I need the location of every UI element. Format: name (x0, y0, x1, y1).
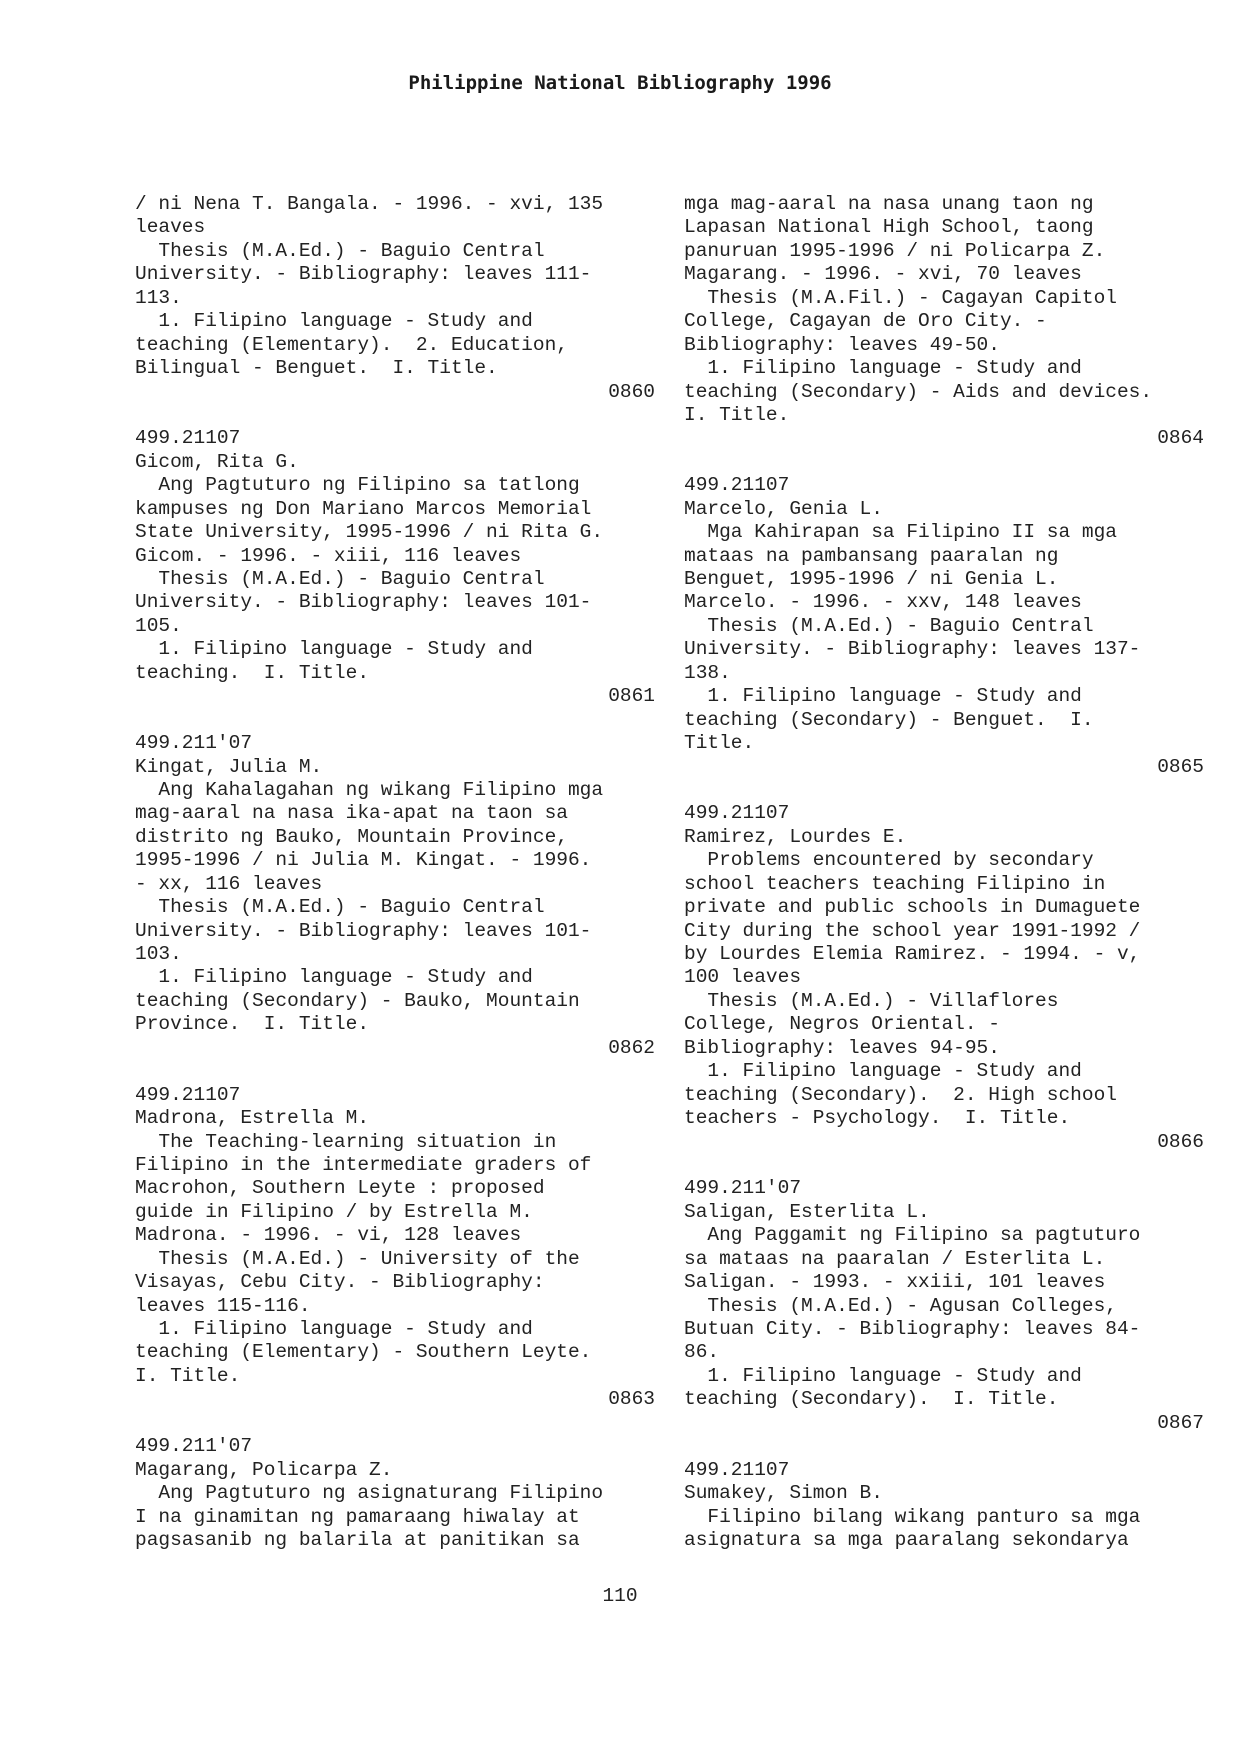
text-line: University. - Bibliography: leaves 137- (684, 638, 1141, 661)
text-line: 1995-1996 / ni Julia M. Kingat. - 1996. (135, 849, 592, 872)
text-line: Madrona, Estrella M. (135, 1107, 370, 1130)
text-line: 105. (135, 614, 182, 637)
text-line: 1. Filipino language - Study and (684, 685, 1082, 708)
text-line: College, Negros Oriental. - (684, 1013, 1000, 1036)
text-line: teaching (Elementary). 2. Education, (135, 333, 568, 356)
text-line: Magarang, Policarpa Z. (135, 1458, 393, 1481)
text-line: mag-aaral na nasa ika-apat na taon sa (135, 802, 568, 825)
text-line: Madrona. - 1996. - vi, 128 leaves (135, 1224, 522, 1247)
text-line: 499.211'07 (135, 732, 253, 755)
text-line: guide in Filipino / by Estrella M. (135, 1200, 533, 1223)
text-line: University. - Bibliography: leaves 101- (135, 591, 592, 614)
text-line: Filipino in the intermediate graders of (135, 1153, 592, 1176)
right-column (684, 193, 1204, 1552)
text-line: private and public schools in Dumaguete (684, 896, 1141, 919)
text-line: teachers - Psychology. I. Title. (684, 1107, 1071, 1130)
text-line: Bibliography: leaves 49-50. (684, 333, 1000, 356)
text-line: mataas na pambansang paaralan ng (684, 544, 1059, 567)
text-line: leaves 115-116. (135, 1294, 311, 1317)
text-line: kampuses ng Don Mariano Marcos Memorial (135, 497, 592, 520)
text-line: Lapasan National High School, taong (684, 216, 1094, 239)
text-line: 100 leaves (684, 966, 802, 989)
text-line: school teachers teaching Filipino in (684, 872, 1106, 895)
text-line: teaching (Secondary). 2. High school (684, 1083, 1117, 1106)
text-line: 499.21107 (135, 1083, 241, 1106)
text-line: by Lourdes Elemia Ramirez. - 1994. - v, (684, 943, 1141, 965)
text-line: Macrohon, Southern Leyte : proposed (135, 1177, 545, 1200)
text-line: Gicom, Rita G. (135, 450, 299, 473)
text-line: Visayas, Cebu City. - Bibliography: (135, 1271, 545, 1294)
text-line: 138. (684, 661, 731, 684)
text-line: Thesis (M.A.Ed.) - Baguio Central (684, 614, 1094, 637)
entry-number: 0863 (608, 1388, 655, 1411)
text-line: teaching (Secondary) - Aids and devices. (684, 380, 1153, 403)
text-line: 499.211'07 (684, 1177, 802, 1200)
text-line: Butuan City. - Bibliography: leaves 84- (684, 1318, 1141, 1340)
text-line: pagsasanib ng balarila at panitikan sa (135, 1528, 580, 1551)
text-line (684, 779, 1204, 802)
text-line: sa mataas na paaralan / Esterlita L. (684, 1247, 1106, 1270)
entry-number: 0862 (608, 1036, 655, 1059)
text-line: Marcelo. - 1996. - xxv, 148 leaves (684, 591, 1082, 614)
text-line: Bilingual - Benguet. I. Title. (135, 357, 498, 380)
text-line: 1. Filipino language - Study and (684, 357, 1082, 380)
page-title: Philippine National Bibliography 1996 (408, 72, 832, 94)
text-line: Magarang. - 1996. - xvi, 70 leaves (684, 263, 1082, 286)
text-line: - xx, 116 leaves (135, 872, 323, 895)
text-line: Bibliography: leaves 94-95. (684, 1036, 1000, 1059)
text-line: Ang Paggamit ng Filipino sa pagtuturo (684, 1224, 1141, 1247)
text-line: 1. Filipino language - Study and (135, 966, 533, 989)
text-line: leaves (135, 216, 206, 239)
text-line: Problems encountered by secondary (684, 849, 1094, 872)
text-line: Gicom. - 1996. - xiii, 116 leaves (135, 544, 522, 567)
text-line (684, 451, 1204, 474)
text-line: teaching. I. Title. (135, 661, 370, 684)
text-line: University. - Bibliography: leaves 111- (135, 263, 592, 286)
text-line: 1. Filipino language - Study and (135, 638, 533, 661)
text-line: 113. (135, 286, 182, 309)
entry-number: 0867 (1157, 1411, 1204, 1434)
text-line: mga mag-aaral na nasa unang taon ng (684, 193, 1094, 215)
text-line: panuruan 1995-1996 / ni Policarpa Z. (684, 239, 1106, 262)
text-line (135, 404, 655, 427)
text-line: 86. (684, 1341, 720, 1364)
text-line: College, Cagayan de Oro City. - (684, 310, 1047, 333)
page-number: 110 (602, 1585, 638, 1607)
text-line: I. Title. (684, 403, 790, 426)
text-line: Sumakey, Simon B. (684, 1482, 883, 1505)
text-line: Filipino bilang wikang panturo sa mga (684, 1505, 1141, 1528)
entry-number: 0860 (608, 380, 655, 403)
text-line (684, 1435, 1204, 1458)
entry-number: 0866 (1157, 1130, 1204, 1153)
text-line: 1. Filipino language - Study and (684, 1060, 1082, 1083)
text-line: I na ginamitan ng pamaraang hiwalay at (135, 1505, 580, 1528)
entry-number: 0861 (608, 685, 655, 708)
text-line: State University, 1995-1996 / ni Rita G. (135, 521, 604, 544)
text-line (684, 1154, 1204, 1177)
text-line: Kingat, Julia M. (135, 755, 323, 778)
text-line: teaching (Elementary) - Southern Leyte. (135, 1341, 592, 1364)
text-line: / ni Nena T. Bangala. - 1996. - xvi, 135 (135, 193, 604, 215)
text-line: teaching (Secondary). I. Title. (684, 1388, 1059, 1411)
text-line: I. Title. (135, 1364, 241, 1387)
left-column (135, 193, 655, 1552)
text-line: 103. (135, 943, 182, 965)
text-line: Title. (684, 732, 755, 755)
text-line: 499.21107 (684, 1458, 790, 1481)
text-line (135, 1060, 655, 1083)
text-line: City during the school year 1991-1992 / (684, 919, 1141, 942)
text-line (135, 1412, 655, 1435)
text-line (135, 709, 655, 732)
entry-number: 0864 (1157, 427, 1204, 450)
text-line: 1. Filipino language - Study and (684, 1364, 1082, 1387)
text-line: Saligan. - 1993. - xxiii, 101 leaves (684, 1271, 1106, 1294)
entry-number: 0865 (1157, 755, 1204, 778)
text-line: 499.21107 (684, 474, 790, 497)
text-line: Saligan, Esterlita L. (684, 1200, 930, 1223)
text-line: University. - Bibliography: leaves 101- (135, 919, 592, 942)
text-line: 1. Filipino language - Study and (135, 310, 533, 333)
text-line: Thesis (M.A.Ed.) - Baguio Central (135, 568, 545, 590)
text-line: Thesis (M.A.Ed.) - Agusan Colleges, (684, 1294, 1117, 1317)
text-line: 499.211'07 (135, 1435, 253, 1458)
text-line: asignatura sa mga paaralang sekondarya (684, 1528, 1129, 1551)
text-line: Ang Pagtuturo ng Filipino sa tatlong (135, 474, 580, 497)
text-line: Thesis (M.A.Ed.) - University of the (135, 1247, 580, 1270)
text-line: Ang Pagtuturo ng asignaturang Filipino (135, 1482, 604, 1505)
text-line: Mga Kahirapan sa Filipino II sa mga (684, 521, 1117, 544)
text-line: The Teaching-learning situation in (135, 1130, 557, 1153)
text-line: Thesis (M.A.Ed.) - Baguio Central (135, 239, 545, 262)
text-line: distrito ng Bauko, Mountain Province, (135, 825, 568, 848)
text-line: Thesis (M.A.Fil.) - Cagayan Capitol (684, 286, 1117, 309)
text-line: teaching (Secondary) - Benguet. I. (684, 708, 1094, 731)
text-line: Thesis (M.A.Ed.) - Baguio Central (135, 896, 545, 919)
text-line: Province. I. Title. (135, 1013, 370, 1036)
text-line: Thesis (M.A.Ed.) - Villaflores (684, 989, 1059, 1012)
text-line: Ang Kahalagahan ng wikang Filipino mga (135, 778, 604, 801)
text-line: Benguet, 1995-1996 / ni Genia L. (684, 568, 1059, 590)
text-line: 499.21107 (135, 427, 241, 450)
text-line: 499.21107 (684, 802, 790, 825)
text-line: Marcelo, Genia L. (684, 497, 883, 520)
text-line: 1. Filipino language - Study and (135, 1318, 533, 1340)
text-line: teaching (Secondary) - Bauko, Mountain (135, 989, 580, 1012)
text-line: Ramirez, Lourdes E. (684, 825, 907, 848)
